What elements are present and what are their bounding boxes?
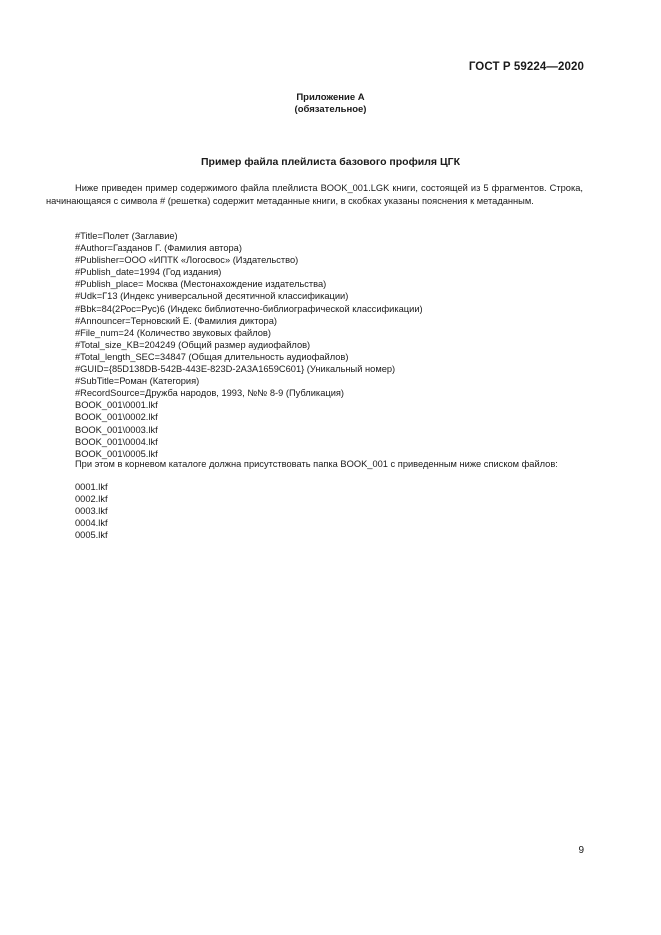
file-list [75,481,108,541]
file-item: 0004.lkf [75,518,108,529]
playlist-line: BOOK_001\0002.lkf [75,412,158,423]
file-item: 0002.lkf [75,494,108,505]
playlist-line: #Publish_date=1994 (Год издания) [75,267,222,278]
file-item: 0005.lkf [75,530,108,541]
playlist-line: #Publisher=ООО «ИПТК «Логосвос» (Издательство) [75,255,299,266]
file-item: 0001.lkf [75,482,108,492]
playlist-line: #Total_size_KB=204249 (Общий размер аудиофайлов) [75,339,311,350]
section-heading: Пример файла плейлиста базового профиля ЦГК [201,156,460,168]
playlist-line: #Udk=Г13 (Индекс универсальной десятичной классификации) [75,291,349,302]
playlist-line: #Title=Полет (Заглавие) [75,231,178,241]
playlist-line: BOOK_001\0005.lkf [75,448,158,459]
file-item: 0003.lkf [75,506,108,517]
playlist-line: #Bbk=84(2Рос=Рус)6 (Индекс библиотечно-библиографической классификации) [75,303,423,314]
playlist-line: #File_num=24 (Количество звуковых файлов) [75,327,271,338]
appendix-title: Приложение А [296,92,365,103]
appendix-status: (обязательное) [294,104,367,115]
playlist-line: BOOK_001\0004.lkf [75,436,158,447]
playlist-line: #Total_length_SEC=34847 (Общая длительность аудиофайлов) [75,351,349,362]
playlist-line: BOOK_001\0003.lkf [75,424,158,435]
document-code: ГОСТ Р 59224—2020 [468,61,584,73]
page-number: 9 [578,845,584,856]
intro-paragraph: Ниже приведен пример содержимого файла плейлиста BOOK_001.LGK книги, состоящей из 5 фрагментов. Строка, начинающаяся с символа # (решетка) содержит метаданные книги, в скобках указаны пояснения к метаданным. [46,183,583,206]
playlist-line: #SubTitle=Роман (Категория) [75,376,200,387]
playlist-line: #Announcer=Терновский Е. (Фамилия диктора) [75,315,277,326]
playlist-line: BOOK_001\0001.lkf [75,400,158,411]
playlist-line: #Publish_place= Москва (Местонахождение издательства) [75,279,327,290]
playlist-line: #GUID={85D138DB-542B-443E-823D-2A3A1659C601} (Уникальный номер) [75,364,396,375]
playlist-line: #Author=Газданов Г. (Фамилия автора) [75,243,242,254]
playlist-listing [75,230,423,460]
note-paragraph: При этом в корневом каталоге должна присутствовать папка BOOK_001 с приведенным ниже списком файлов: [75,459,558,469]
playlist-line: #RecordSource=Дружба народов, 1993, №№ 8-9 (Публикация) [75,388,345,399]
appendix-heading [0,92,661,116]
